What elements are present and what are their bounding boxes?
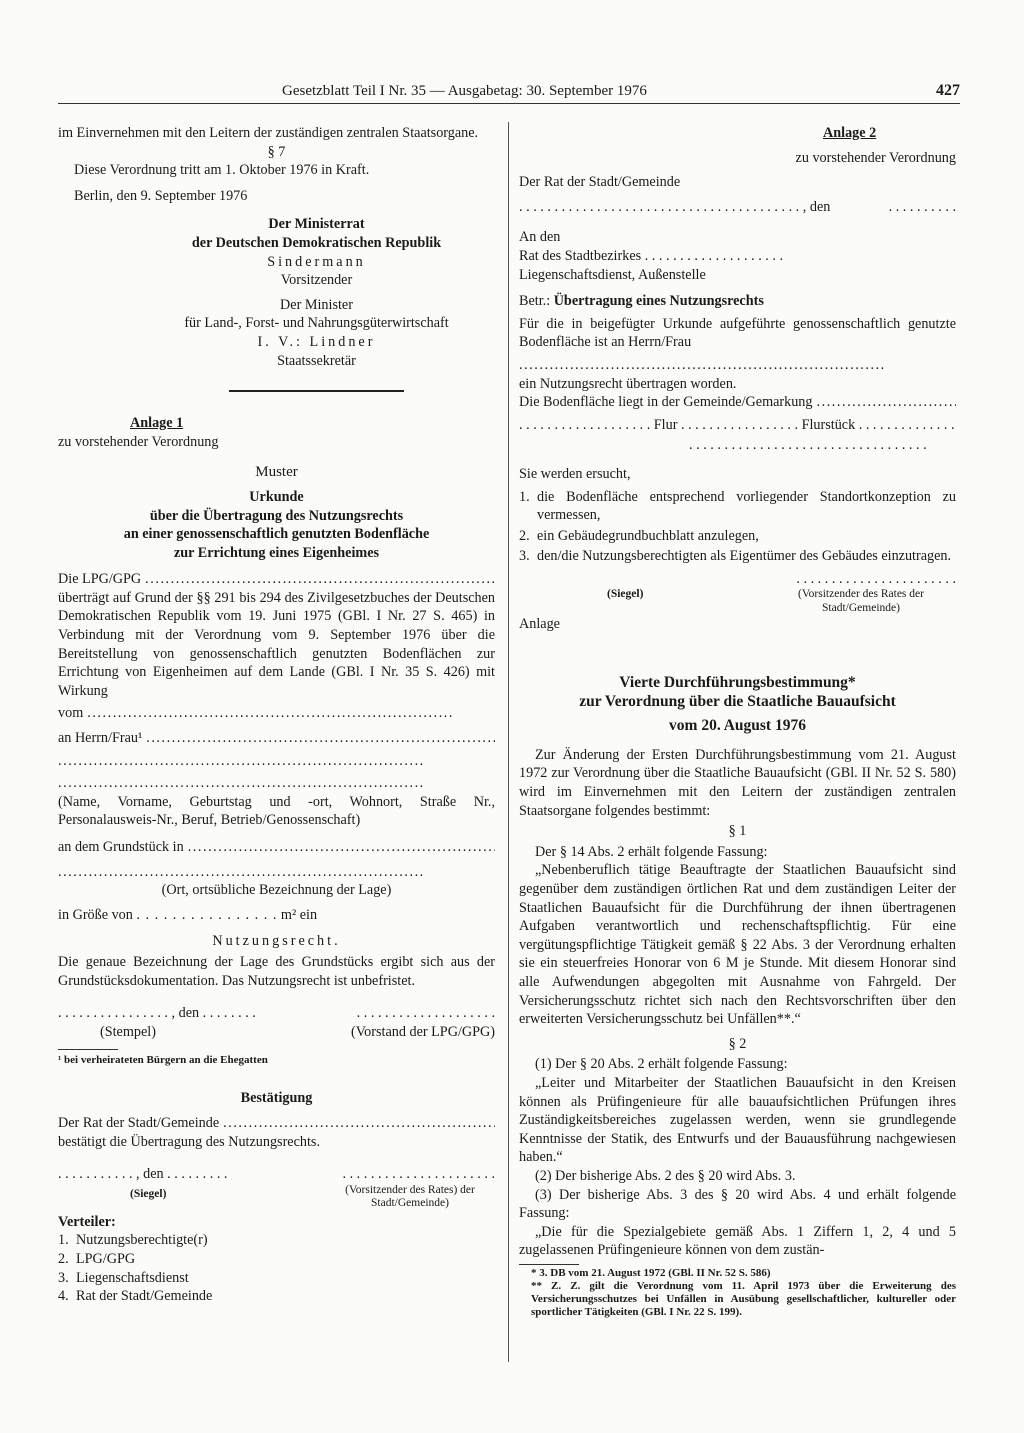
urkunde-heading: [58, 488, 495, 562]
anlage-2-captions: [519, 588, 956, 615]
blank-line: [58, 752, 495, 771]
bestaetigung-title: Bestätigung: [240, 1090, 313, 1107]
flurstueck-label: Flurstück: [801, 416, 856, 433]
vom-field: [58, 704, 495, 723]
groesse-label: in Größe von: [58, 906, 133, 923]
grundstueck-field: [58, 838, 495, 857]
anlage-2-text-2: ein Nutzungsrecht übertragen worden.: [519, 375, 737, 392]
stempel-date-line: . . . . . . . . . . . . . . . . , den . . . . . . . . . . . . . . . . . . . . . . . . . . . .: [58, 1005, 495, 1022]
an-den: An den: [519, 229, 561, 246]
verteiler-item: 3. Liegenschaftsdienst: [58, 1269, 189, 1286]
section-7-text: Diese Verordnung tritt am 1. Oktober 1976 in Kraft.: [74, 162, 370, 179]
verteiler-item: 1. Nutzungsberechtigte(r): [58, 1232, 208, 1249]
lpg-field: [58, 570, 495, 589]
verteiler-list: [58, 1231, 495, 1305]
intro-text: im Einvernehmen mit den Leitern der zuständigen zentralen Staatsorgane.: [58, 125, 479, 141]
stempel-captions: [58, 1023, 495, 1042]
ersucht-text: Sie werden ersucht,: [519, 465, 631, 482]
rat-label: Der Rat der Stadt/Gemeinde: [519, 174, 681, 191]
bestaetigung-rat-label: Der Rat der Stadt/Gemeinde: [58, 1114, 220, 1131]
flur-label: Flur: [653, 416, 678, 433]
gemarkung-field: [519, 393, 956, 412]
section-2-para-3: (3) Der bisherige Abs. 3 des § 20 wird Abs. 4 und erhält folgende Fassung:: [519, 1186, 956, 1222]
betreff-label: Betr.:: [519, 293, 551, 310]
vom-label: vom: [58, 705, 84, 722]
anlage-label: Anlage: [519, 616, 560, 633]
footnote-2: ** Z. Z. gilt die Verordnung vom 11. April 1973 über die Erweiterung des Versicherungsschutzes bei Unfällen in Ausübung gesellschaftlicher, kultureller oder sportlicher Tätigkeiten (GBl. I Nr. 22 S. 199).: [531, 1279, 956, 1318]
title-date: vom 20. August 1976: [669, 717, 806, 735]
blank-line: [58, 774, 495, 793]
den-label-r: den: [809, 198, 831, 215]
section-2-quote-2: „Die für die Spezialgebiete gemäß Abs. 1 Ziffern 1, 2, 4 und 5 zugelassenen Prüfingenieure können von dem zustän-: [519, 1223, 956, 1259]
lpg-label: Die LPG/GPG: [58, 571, 142, 588]
betreff: [519, 292, 956, 311]
left-column: [58, 124, 495, 1306]
footnote-rule-r: [519, 1264, 579, 1265]
rat-date-line: . . . . . . . . . . . . . . . . . . . . . . . . . . . . . . . . . . . . . . . . , den . . . . . . . . . .: [519, 198, 956, 215]
section-1-a: Der § 14 Abs. 2 erhält folgende Fassung:: [535, 843, 768, 860]
ort-caption: (Ort, ortsübliche Bezeichnung der Lage): [161, 882, 392, 899]
minister-line-2: für Land-, Forst- und Nahrungsgüterwirtschaft: [184, 315, 449, 332]
blank-line: [519, 356, 956, 375]
urkunde-line-2: über die Übertragung des Nutzungsrechts: [149, 507, 404, 524]
vorstand-caption: (Vorstand der LPG/GPG): [351, 1023, 495, 1040]
muster-heading: Muster: [255, 464, 298, 481]
vorsitzender-caption-r: (Vorsitzender des Rates der Stadt/Gemeinde): [798, 588, 924, 614]
den-label: den: [178, 1005, 200, 1022]
flur-line-2: . . . . . . . . . . . . . . . . . . . . . . . . . . . . . . . . . .: [689, 437, 927, 454]
footnote: ¹ bei verheirateten Bürgern an die Ehegatten: [58, 1054, 268, 1067]
section-2-title: § 2: [728, 1035, 747, 1052]
signature-role-2: Staatssekretär: [277, 352, 356, 369]
section-2-para-2: (2) Der bisherige Abs. 2 des § 20 wird Abs. 3.: [535, 1167, 796, 1184]
anlage-2-text-1: Für die in beigefügter Urkunde aufgeführte genossenschaftlich genutzte Bodenfläche ist an Herrn/Frau: [519, 315, 956, 351]
signature-dots: . . . . . . . . . . . . . . . . . . . . . . .: [796, 570, 956, 587]
rat-bezirk-field: Rat des Stadtbezirkes . . . . . . . . . . . . . . . . . . . .: [519, 247, 784, 264]
urkunde-line-1: Urkunde: [249, 488, 304, 505]
anlage-2-subtitle: zu vorstehender Verordnung: [795, 149, 956, 166]
ersucht-item: 1. die Bodenfläche entsprechend vorliegender Standortkonzeption zu vermessen,: [519, 488, 956, 524]
bestimmung-intro: Zur Änderung der Ersten Durchführungsbestimmung vom 21. August 1972 zur Verordnung über die Staatliche Bauaufsicht (GBl. II Nr. 52 S. 580) wird im Einvernehmen mit den Leitern der zuständigen zentralen Staatsorgane folgendes bestimmt:: [519, 746, 956, 819]
name-caption: (Name, Vorname, Geburtstag und -ort, Wohnort, Straße Nr., Personalausweis-Nr., Beruf, Betrieb/Genossenschaft): [58, 793, 495, 829]
groesse-field: in Größe von . . . . . . . . . . . . . . . . m² ein: [58, 906, 318, 923]
verteiler-item: 4. Rat der Stadt/Gemeinde: [58, 1288, 213, 1305]
section-2-quote: „Leiter und Mitarbeiter der Staatlichen Bauaufsicht in den Kreisen können als Prüfingenieure für alle bauaufsichtlichen Prüfungen ihres Zuständigkeitsbereiches zugelassen werden, wenn sie grundlegende Kenntnisse der Statik, des Entwurfs und der Bauausführung nachgewiesen haben.“: [519, 1074, 956, 1166]
betreff-text: Übertragung eines Nutzungsrechts: [553, 293, 764, 310]
footnote-rule: [58, 1049, 118, 1050]
section-1-quote: „Nebenberuflich tätige Beauftragte der Staatlichen Bauaufsicht sind gegenüber dem zuständigen örtlichen Rat und dem zuständigen Leiter der Staatlichen Bauaufsicht für die Durchführung der ihnen übertragenen Aufgaben verantwortlich und rechenschaftspflichtig. Für eine vergütungspflichtige Tätigkeit gemäß § 22 Abs. 3 der Verordnung erhalten sie ein steuerfreies Honorar von 6 M je Stunde. Mit diesem Honorar sind alle Aufwendungen abgegolten mit Ausnahme von Fahrgeld. Der Versicherungsschutz richtet sich nach den Rechtsvorschriften über den erweiterten Versicherungsschutz bei Unfällen**.“: [519, 862, 956, 1028]
footnote-1: * 3. DB vom 21. August 1972 (GBl. II Nr. 52 S. 586): [531, 1266, 771, 1279]
signature-role-1: Vorsitzender: [280, 272, 353, 289]
rat-bezirk-label: Rat des Stadtbezirkes: [519, 247, 642, 264]
liegenschaftsdienst: Liegenschaftsdienst, Außenstelle: [519, 266, 706, 283]
minister-line-1: Der Minister: [280, 296, 353, 313]
flur-line: . . . . . . . . . . . . . . . . . . . Flur . . . . . . . . . . . . . . . . . Flurstück . . . . . . . . . . . . . .: [519, 416, 955, 433]
anlage-2-title: Anlage 2: [823, 125, 877, 141]
page-number: 427: [936, 82, 960, 99]
signature-name-1: Sindermann: [267, 253, 366, 270]
section-1-title: § 1: [728, 823, 747, 840]
blank-line: [58, 863, 495, 882]
ersucht-item: 3. den/die Nutzungsberechtigten als Eigentümer des Gebäudes einzutragen.: [519, 548, 952, 565]
header-rule: [58, 103, 960, 104]
anlage-1-subtitle: zu vorstehender Verordnung: [58, 433, 219, 450]
verteiler-item: 2. LPG/GPG: [58, 1250, 136, 1267]
title-line-1: Vierte Durchführungsbestimmung*: [619, 674, 856, 692]
signature-block: [58, 215, 495, 392]
grundstueck-label: an dem Grundstück in: [58, 839, 184, 855]
siegel-caption-r: (Siegel): [607, 588, 644, 601]
section-2-para-1: (1) Der § 20 Abs. 2 erhält folgende Fassung:: [535, 1056, 788, 1073]
right-column: [519, 124, 956, 1319]
urkunde-body: überträgt auf Grund der §§ 291 bis 294 des Zivilgesetzbuches der Deutschen Demokratischen Republik vom 19. Juni 1975 (GBl. I Nr. 27 S. 465) in Verbindung mit der Verordnung vom 9. September 1976 über die Bereitstellung von genossenschaftlich genutzten Bodenflächen zur Errichtung von Eigenheimen auf dem Lande (GBl. I Nr. 35 S. 426) mit Wirkung: [58, 589, 495, 699]
separator-rule: [229, 390, 404, 392]
nutzungsrecht-text: Die genaue Bezeichnung der Lage des Grundstücks ergibt sich aus der Grundstücksdokumentation. Das Nutzungsrecht ist unbefristet.: [58, 953, 495, 989]
verteiler-title: Verteiler:: [58, 1213, 116, 1230]
place-date: Berlin, den 9. September 1976: [74, 187, 248, 204]
column-divider: [508, 122, 509, 1362]
page-header: [282, 82, 960, 101]
gemarkung-label: Die Bodenfläche liegt in der Gemeinde/Gemarkung: [519, 394, 813, 411]
urkunde-line-3: an einer genossenschaftlich genutzten Bodenfläche: [123, 526, 430, 543]
siegel-caption: (Siegel): [130, 1187, 167, 1200]
council-line-2: der Deutschen Demokratischen Republik: [191, 234, 442, 251]
herrn-field: [58, 729, 495, 748]
header-title: Gesetzblatt Teil I Nr. 35 — Ausgabetag: 30. September 1976: [282, 83, 647, 99]
nutzungsrecht-word: Nutzungsrecht.: [212, 933, 341, 950]
signature-name-2: I. V.: Lindner: [257, 333, 376, 350]
vorsitzender-caption: (Vorsitzender des Rates) der Stadt/Gemeinde): [345, 1183, 475, 1210]
den-label-2: den: [143, 1166, 164, 1183]
ersucht-item: 2. ein Gebäudegrundbuchblatt anzulegen,: [519, 527, 759, 544]
urkunde-line-4: zur Errichtung eines Eigenheimes: [173, 544, 380, 561]
herrn-label: an Herrn/Frau¹: [58, 730, 143, 747]
bestaetigung-text: bestätigt die Übertragung des Nutzungsrechts.: [58, 1133, 321, 1150]
stempel-caption: (Stempel): [100, 1023, 156, 1040]
anlage-1-title: Anlage 1: [130, 415, 184, 432]
council-line-1: Der Ministerrat: [268, 216, 365, 233]
section-7-title: § 7: [267, 143, 286, 160]
ersucht-list: [519, 488, 956, 566]
siegel-captions: [58, 1184, 495, 1211]
groesse-unit: m² ein: [280, 906, 318, 923]
title-line-2: zur Verordnung über die Staatliche Bauaufsicht: [579, 692, 896, 710]
siegel-date-line: . . . . . . . . . . . , den . . . . . . . . . . . . . . . . . . . . . . . . . . . . . . .: [58, 1166, 495, 1183]
bestaetigung-rat-field: [58, 1114, 495, 1133]
durchfuehrung-title: [519, 674, 956, 736]
